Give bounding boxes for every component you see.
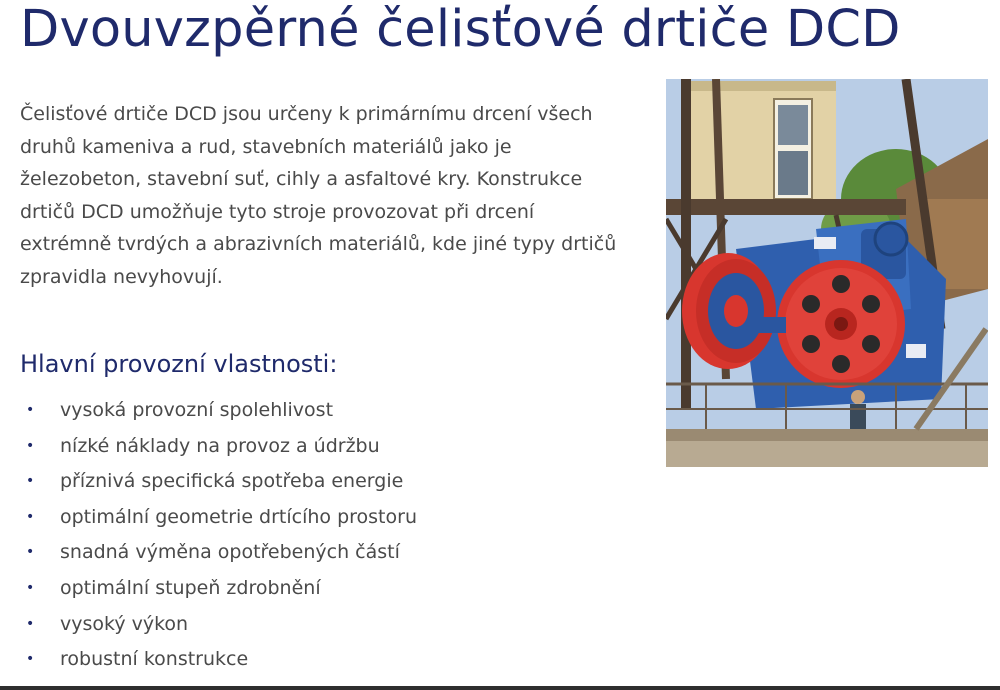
page-title: Dvouvzpěrné čelisťové drtiče DCD <box>20 0 901 59</box>
bullet-icon: • <box>26 544 35 561</box>
feature-text: optimální stupeň zdrobnění <box>60 576 321 599</box>
bullet-icon: • <box>26 402 35 418</box>
feature-text: nízké náklady na provoz a údržbu <box>60 434 380 457</box>
list-item <box>20 642 417 678</box>
feature-text: snadná výměna opotřebených částí <box>60 541 400 564</box>
feature-text: příznivá specifická spotřeba energie <box>60 470 404 493</box>
list-item <box>20 500 417 536</box>
list-item <box>20 607 417 643</box>
bottom-border <box>0 686 1000 690</box>
bullet-icon: • <box>26 579 35 596</box>
feature-text: robustní konstrukce <box>60 648 249 671</box>
list-item <box>20 464 417 500</box>
feature-text: optimální geometrie drtícího prostoru <box>60 505 417 528</box>
list-item <box>20 535 417 571</box>
features-heading: Hlavní provozní vlastnosti: <box>20 350 338 378</box>
bullet-icon: • <box>26 473 35 490</box>
list-item <box>20 429 417 465</box>
list-item <box>20 393 417 429</box>
feature-text: vysoká provozní spolehlivost <box>60 399 334 421</box>
crusher-photo <box>666 79 988 467</box>
list-item <box>20 571 417 607</box>
feature-text: vysoký výkon <box>60 612 189 635</box>
bullet-icon: • <box>26 615 35 632</box>
bullet-icon: • <box>26 437 35 454</box>
bullet-icon: • <box>26 651 35 668</box>
intro-paragraph: Čelisťové drtiče DCD jsou určeny k primárnímu drcení všech druhů kameniva a rud, stavebních materiálů jako je železobeton, stavební suť, cihly a asfaltové kry. Konstrukce drtičů DCD umožňuje tyto stroje provozovat při drcení extrémně tvrdých a abrazivních materiálů, kde jiné typy drtičů zpravidla nevyhovují. <box>20 103 617 288</box>
features-list <box>20 393 417 678</box>
bullet-icon: • <box>26 508 35 525</box>
